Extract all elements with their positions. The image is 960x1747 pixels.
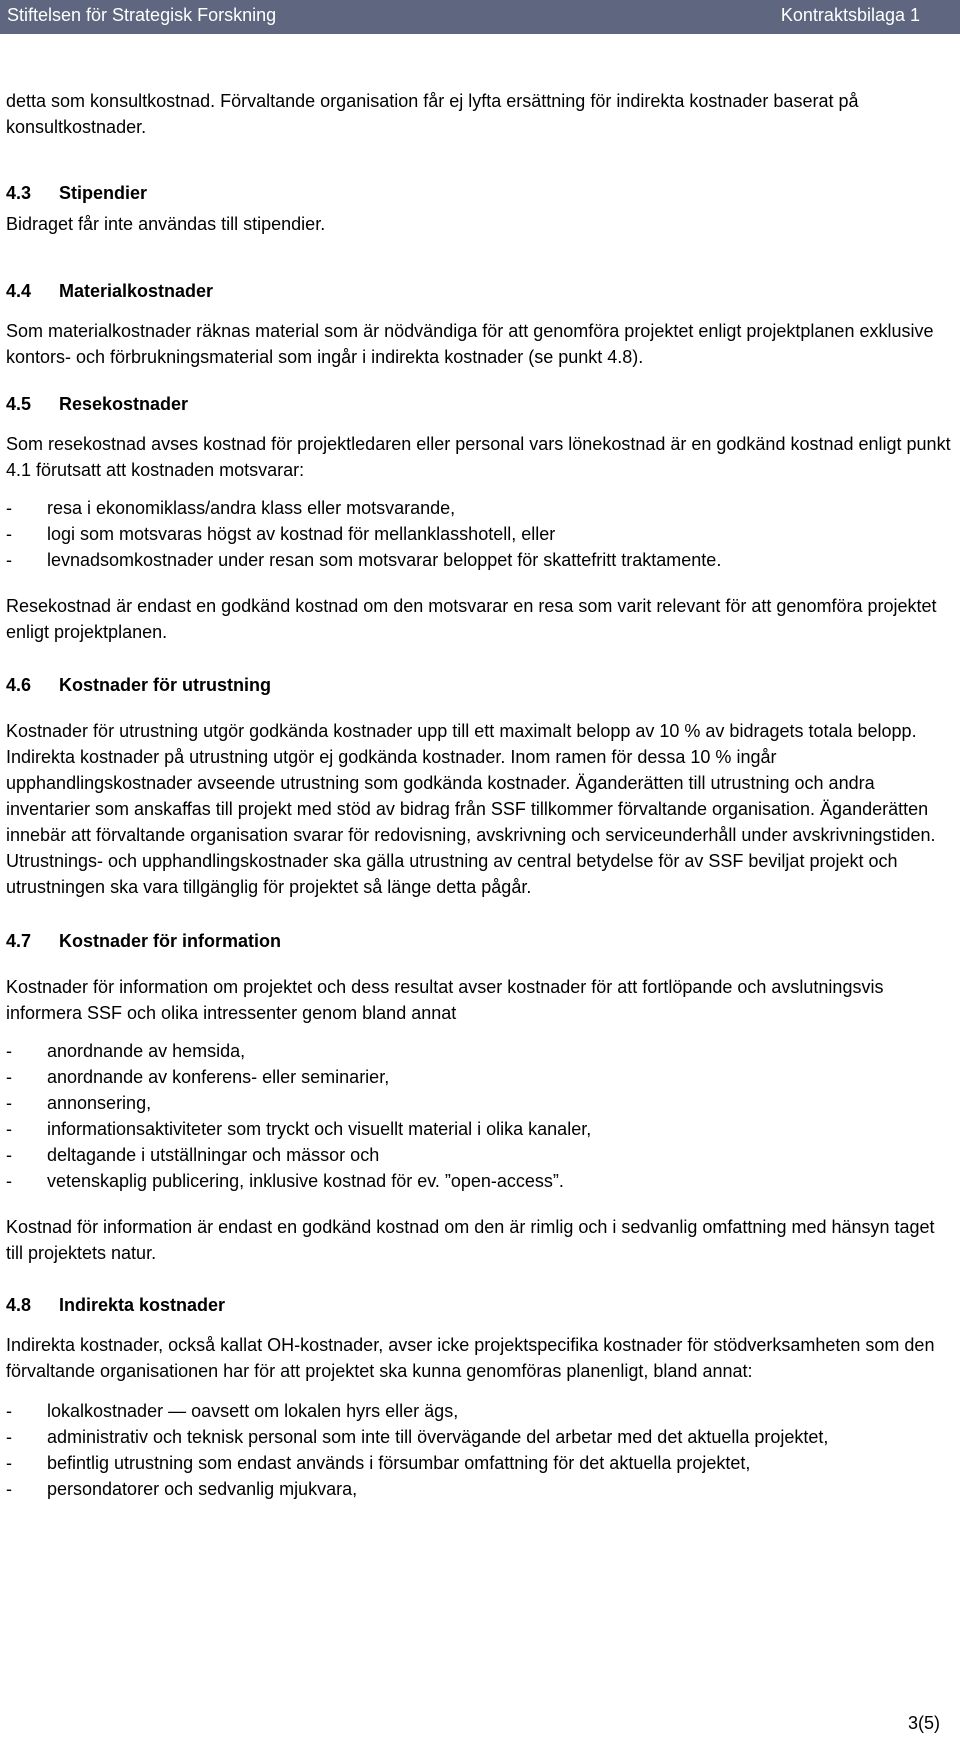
section-4-8-paragraph: Indirekta kostnader, också kallat OH-kostnader, avser icke projektspecifika kostnader för stödverksamheten som den förvaltande organisationen har för att projektet ska kunna genomföras planenligt, bland annat: (6, 1335, 935, 1381)
list-marker: - (6, 1479, 12, 1499)
section-title: Stipendier (59, 183, 148, 203)
list-marker: - (6, 1401, 12, 1421)
list-item: - anordnande av hemsida, (6, 1038, 951, 1064)
section-title: Kostnader för utrustning (59, 675, 271, 695)
list-marker: - (6, 1427, 12, 1447)
list-marker: - (6, 1453, 12, 1473)
page-number: 3(5) (907, 1713, 940, 1733)
section-4-8-list (0, 1398, 955, 1502)
section-heading-4-7 (6, 928, 955, 954)
list-marker: - (6, 1119, 12, 1139)
section-number: 4.3 (6, 183, 32, 203)
list-marker: - (6, 498, 12, 518)
section-4-6-paragraph: Kostnader för utrustning utgör godkända kostnader upp till ett maximalt belopp av 10 % av bidragets totala belopp. Indirekta kostnader på utrustning utgör ej godkända kostnader. Inom ramen för dessa 10 % ingår upphandlingskostnader avseende utrustning som godkända kostnader. Äganderätten till utrustning och andra inventarier som anskaffas till projekt med stöd av bidrag från SSF tillkommer förvaltande organisation. Äganderätten innebär att förvaltande organisation svarar för redovisning, avskrivning och serviceunderhåll under avskrivningstiden. Utrustnings- och upphandlingskostnader ska gälla utrustning av central betydelse för av SSF beviljat projekt och utrustningen ska vara tillgänglig för projektet så länge detta pågår. (6, 721, 936, 897)
section-4-3-paragraph: Bidraget får inte användas till stipendier. (6, 214, 326, 234)
section-number: 4.5 (6, 394, 32, 414)
section-4-7-paragraph: Kostnader för information om projektet och dess resultat avser kostnader för att fortlöpande och avslutningsvis informera SSF och olika intressenter genom bland annat (6, 977, 884, 1023)
list-item: - anordnande av konferens- eller seminarier, (6, 1064, 951, 1090)
section-title: Resekostnader (59, 394, 189, 414)
list-item: - deltagande i utställningar och mässor och (6, 1142, 951, 1168)
section-title: Kostnader för information (59, 931, 282, 951)
header-organization: Stiftelsen för Strategisk Forskning (7, 5, 277, 25)
list-item: - administrativ och teknisk personal som inte till övervägande del arbetar med det aktuella projektet, (6, 1424, 951, 1450)
list-item: - logi som motsvaras högst av kostnad för mellanklasshotell, eller (6, 521, 951, 547)
section-heading-4-8 (6, 1292, 955, 1318)
section-heading-4-4 (6, 278, 955, 304)
list-marker: - (6, 1145, 12, 1165)
section-4-5-list (0, 495, 955, 573)
section-number: 4.6 (6, 675, 32, 695)
list-item: - levnadsomkostnader under resan som motsvarar beloppet för skattefritt traktamente. (6, 547, 951, 573)
header-document-label: Kontraktsbilaga 1 (780, 5, 920, 25)
section-4-5-paragraph-2: Resekostnad är endast en godkänd kostnad om den motsvarar en resa som varit relevant för att genomföra projektet enligt projektplanen. (6, 596, 937, 642)
list-marker: - (6, 1041, 12, 1061)
section-4-7-list (0, 1038, 955, 1194)
section-number: 4.7 (6, 931, 32, 951)
section-heading-4-6 (6, 672, 955, 698)
list-marker: - (6, 550, 12, 570)
list-item: - vetenskaplig publicering, inklusive kostnad för ev. ”open-access”. (6, 1168, 951, 1194)
section-heading-4-3 (6, 180, 955, 206)
section-4-4-paragraph: Som materialkostnader räknas material som är nödvändiga för att genomföra projektet enligt projektplanen exklusive kontors- och förbrukningsmaterial som ingår i indirekta kostnader (se punkt 4.8). (6, 321, 934, 367)
intro-paragraph: detta som konsultkostnad. Förvaltande organisation får ej lyfta ersättning för indirekta kostnader baserat på konsultkostnader. (6, 91, 859, 137)
list-marker: - (6, 524, 12, 544)
section-title: Indirekta kostnader (59, 1295, 226, 1315)
list-item: - resa i ekonomiklass/andra klass eller motsvarande, (6, 495, 951, 521)
section-4-5-paragraph: Som resekostnad avses kostnad för projektledaren eller personal vars lönekostnad är en godkänd kostnad enligt punkt 4.1 förutsatt att kostnaden motsvarar: (6, 434, 951, 480)
section-title: Materialkostnader (59, 281, 214, 301)
list-marker: - (6, 1171, 12, 1191)
document-body (0, 80, 955, 1502)
page-header (0, 0, 960, 34)
section-number: 4.8 (6, 1295, 32, 1315)
section-heading-4-5 (6, 391, 955, 417)
list-item: - persondatorer och sedvanlig mjukvara, (6, 1476, 951, 1502)
list-marker: - (6, 1067, 12, 1087)
list-item: - lokalkostnader — oavsett om lokalen hyrs eller ägs, (6, 1398, 951, 1424)
list-item: - informationsaktiviteter som tryckt och visuellt material i olika kanaler, (6, 1116, 951, 1142)
section-4-7-paragraph-2: Kostnad för information är endast en godkänd kostnad om den är rimlig och i sedvanlig omfattning med hänsyn taget till projektets natur. (6, 1217, 935, 1263)
list-item: - annonsering, (6, 1090, 951, 1116)
section-number: 4.4 (6, 281, 32, 301)
list-item: - befintlig utrustning som endast används i försumbar omfattning för det aktuella projektet, (6, 1450, 951, 1476)
list-marker: - (6, 1093, 12, 1113)
